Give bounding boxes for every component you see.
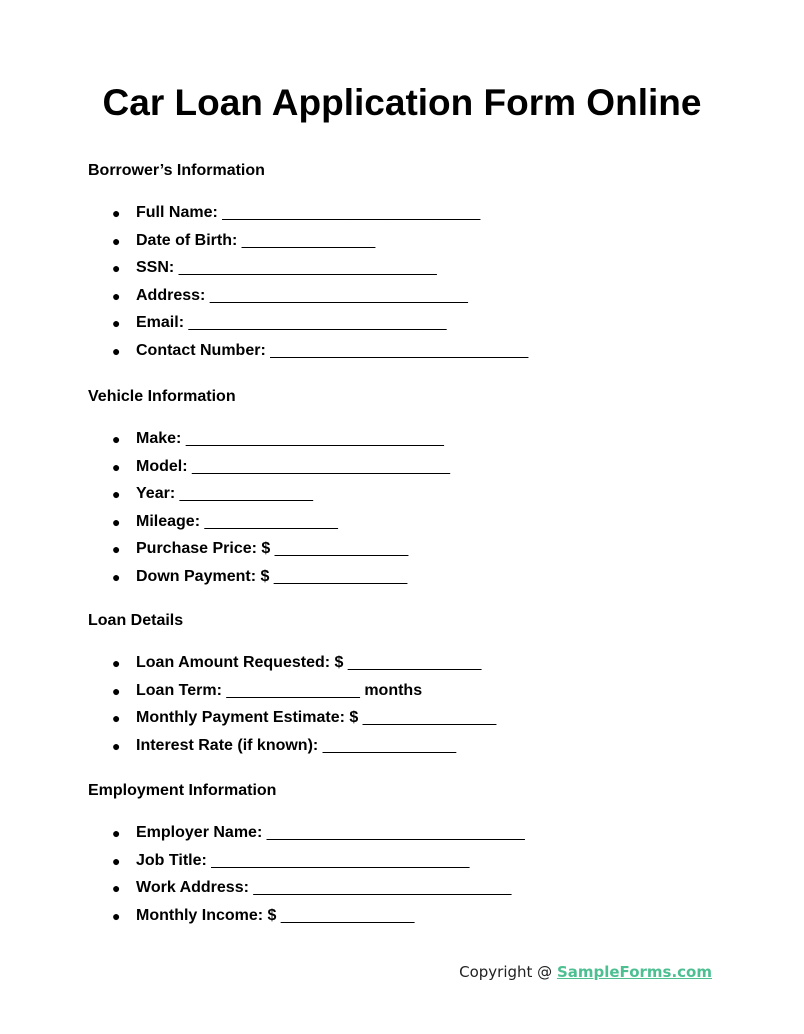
field-make <box>88 429 768 449</box>
field-employer-name <box>88 823 768 843</box>
field-monthly-income <box>88 906 768 926</box>
field-label: Purchase Price: $ <box>136 540 271 558</box>
bullet-icon: ● <box>112 682 121 699</box>
bullet-icon: ● <box>112 232 121 249</box>
contact-number-input-line[interactable]: _____________________________ <box>270 341 529 359</box>
section-borrower-information <box>88 161 768 369</box>
loan-term-input-line[interactable]: _______________ <box>226 681 360 699</box>
field-label: Employer Name: <box>136 824 263 841</box>
field-label: Full Name: <box>136 204 218 221</box>
field-interest-rate <box>88 736 768 756</box>
field-label: Date of Birth: <box>136 231 238 249</box>
bullet-icon: ● <box>112 486 121 503</box>
field-loan-amount <box>88 653 768 673</box>
date-of-birth-input-line[interactable]: _______________ <box>241 231 376 249</box>
full-name-input-line[interactable]: _____________________________ <box>222 204 481 221</box>
down-payment-input-line[interactable]: _______________ <box>273 567 408 585</box>
field-label: SSN: <box>136 259 175 277</box>
field-label: Email: <box>136 314 185 332</box>
field-list <box>88 823 768 926</box>
mileage-input-line[interactable]: _______________ <box>204 512 338 530</box>
field-model <box>88 457 768 477</box>
field-label: Work Address: <box>136 879 249 897</box>
field-ssn <box>88 258 768 278</box>
bullet-icon: ● <box>112 205 121 221</box>
bullet-icon: ● <box>112 458 121 475</box>
loan-amount-input-line[interactable]: _______________ <box>347 654 482 671</box>
field-label: Monthly Income: $ <box>136 906 277 924</box>
bullet-icon: ● <box>112 880 121 897</box>
field-label: Model: <box>136 457 188 475</box>
bullet-icon: ● <box>112 568 121 585</box>
field-label: Make: <box>136 430 182 447</box>
field-job-title <box>88 851 768 871</box>
section-employment-information <box>88 781 768 933</box>
page-title: Car Loan Application Form Online <box>102 82 702 123</box>
field-loan-term <box>88 681 768 701</box>
ssn-input-line[interactable]: _____________________________ <box>178 259 437 277</box>
field-label: Address: <box>136 286 206 304</box>
bullet-icon: ● <box>112 513 121 530</box>
section-heading: Borrower’s Information <box>88 162 265 179</box>
field-email <box>88 313 768 333</box>
bullet-icon: ● <box>112 431 121 447</box>
section-loan-details <box>88 611 768 763</box>
field-label: Monthly Payment Estimate: $ <box>136 709 359 727</box>
address-input-line[interactable]: _____________________________ <box>209 286 468 304</box>
field-label: Loan Amount Requested: $ <box>136 654 344 671</box>
purchase-price-input-line[interactable]: _______________ <box>274 540 409 558</box>
bullet-icon: ● <box>112 260 121 277</box>
field-label: Loan Term: <box>136 681 222 699</box>
field-list <box>88 653 768 756</box>
field-monthly-payment-estimate <box>88 708 768 728</box>
footer-copyright <box>459 962 712 982</box>
bullet-icon: ● <box>112 825 121 841</box>
section-heading: Employment Information <box>88 782 277 799</box>
field-year <box>88 484 768 504</box>
bullet-icon: ● <box>112 342 121 359</box>
field-label: Mileage: <box>136 512 201 530</box>
email-input-line[interactable]: _____________________________ <box>188 314 447 332</box>
sampleforms-link[interactable]: SampleForms.com <box>556 963 712 981</box>
field-label: Year: <box>136 485 176 503</box>
field-label: Interest Rate (if known): <box>136 736 319 754</box>
bullet-icon: ● <box>112 655 121 671</box>
bullet-icon: ● <box>112 852 121 869</box>
section-heading: Loan Details <box>88 612 184 629</box>
monthly-income-input-line[interactable]: _______________ <box>280 906 415 924</box>
field-label: Job Title: <box>136 851 207 869</box>
field-work-address <box>88 878 768 898</box>
work-address-input-line[interactable]: _____________________________ <box>253 879 512 897</box>
section-vehicle-information <box>88 387 768 595</box>
year-input-line[interactable]: _______________ <box>179 485 314 503</box>
field-list <box>88 203 768 361</box>
field-date-of-birth <box>88 231 768 251</box>
bullet-icon: ● <box>112 541 121 558</box>
bullet-icon: ● <box>112 737 121 754</box>
make-input-line[interactable]: _____________________________ <box>185 430 444 447</box>
field-mileage <box>88 512 768 532</box>
bullet-icon: ● <box>112 287 121 304</box>
monthly-payment-input-line[interactable]: _______________ <box>362 709 497 727</box>
interest-rate-input-line[interactable]: _______________ <box>322 736 457 754</box>
field-down-payment <box>88 567 768 587</box>
employer-name-input-line[interactable]: _____________________________ <box>266 824 525 841</box>
field-address <box>88 286 768 306</box>
model-input-line[interactable]: _____________________________ <box>192 457 451 475</box>
copyright-text: Copyright @ <box>459 963 557 981</box>
bullet-icon: ● <box>112 907 121 924</box>
section-heading: Vehicle Information <box>88 388 236 405</box>
bullet-icon: ● <box>112 315 121 332</box>
bullet-icon: ● <box>112 710 121 727</box>
field-list <box>88 429 768 587</box>
field-label: Contact Number: <box>136 341 266 359</box>
field-purchase-price <box>88 539 768 559</box>
job-title-input-line[interactable]: _____________________________ <box>211 851 470 869</box>
field-label: Down Payment: $ <box>136 567 270 585</box>
field-full-name <box>88 203 768 223</box>
field-contact-number <box>88 341 768 361</box>
loan-term-suffix: months <box>364 681 423 699</box>
